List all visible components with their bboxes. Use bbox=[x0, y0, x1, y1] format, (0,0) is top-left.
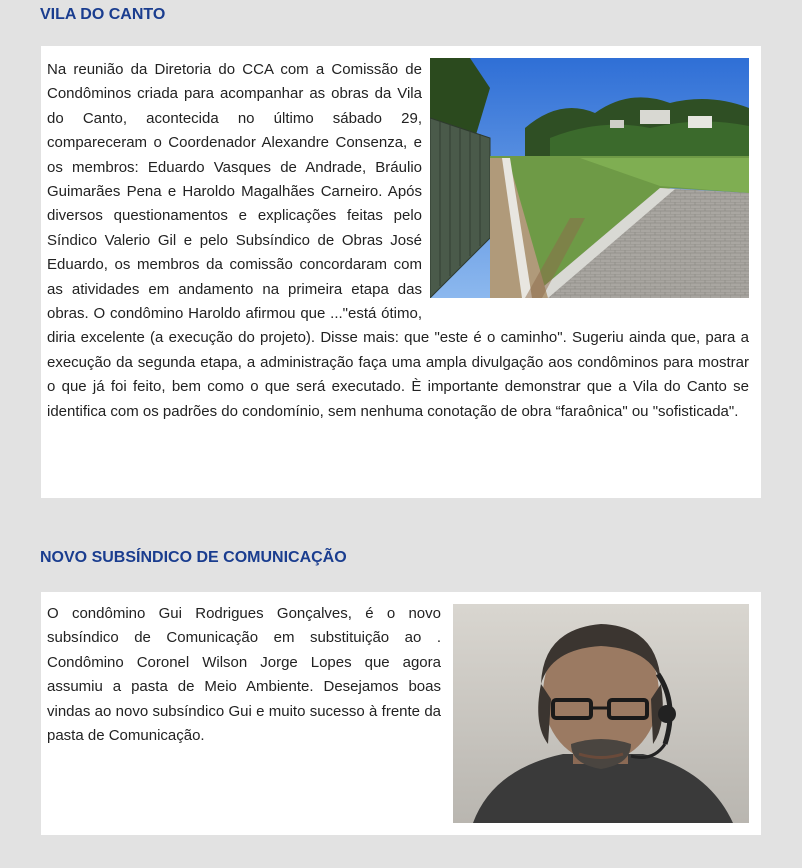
article-card-vila-do-canto bbox=[41, 46, 761, 498]
sports-field-photo bbox=[430, 58, 749, 298]
portrait-photo bbox=[453, 604, 749, 823]
section-title-novo-subsindico: NOVO SUBSÍNDICO DE COMUNICAÇÃO bbox=[40, 549, 347, 566]
article-body-vila-do-canto: Na reunião da Diretoria do CCA com a Comissão de Condôminos criada para acompanhar as obras da Vila do Canto, acontecida no último sábado 29, compareceram o Coordenador Alexandre Consenza, e os membros: Eduardo Vasques de Andrade, Bráulio Guimarães Pena e Haroldo Magalhães Carneiro. Após diversos questionamentos e explicações feitas pelo Síndico Valerio Gil e pelo Subsíndico de Obras José Eduardo, os membros da comissão concordaram com as atividades em andamento na primeira etapa das obras. O condômino Haroldo afirmou que ..."está ótimo, diria excelente (a execução do projeto). Disse mais: que "este é o caminho". Sugeriu ainda que, para a execução da segunda etapa, a administração faça uma ampla divulgação aos condôminos para mostrar o que já foi feito, bem como o que será executado. È importante demonstrar que a Vila do Canto se identifica com os padrões do condomínio, sem nenhuma conotação de obra “faraônica" ou "sofisticada". bbox=[47, 61, 749, 420]
article-card-novo-subsindico bbox=[41, 592, 761, 835]
article-body-novo-subsindico: O condômino Gui Rodrigues Gonçalves, é o novo subsíndico de Comunicação em substituição ao . Condômino Coronel Wilson Jorge Lopes que agora assumiu a pasta de Meio Ambiente. Desejamos boas vindas ao novo subsíndico Gui e muito sucesso à frente da pasta de Comunicação. bbox=[47, 605, 441, 745]
section-title-vila-do-canto: VILA DO CANTO bbox=[40, 6, 166, 23]
